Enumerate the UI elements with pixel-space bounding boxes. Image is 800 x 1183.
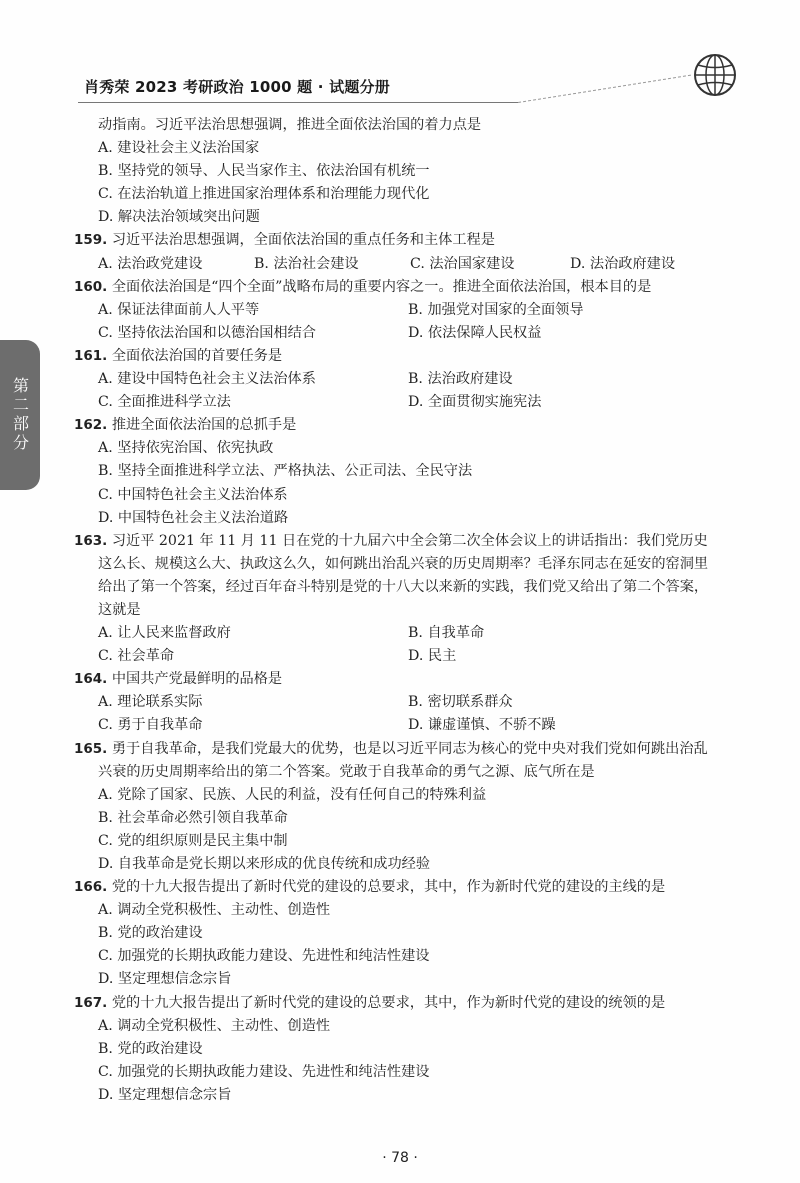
header-rule bbox=[78, 102, 518, 103]
options-grid bbox=[74, 622, 714, 668]
option: D. 自我革命是党长期以来形成的优良传统和成功经验 bbox=[98, 856, 431, 872]
question-number: 163. bbox=[74, 532, 108, 549]
option: B. 法治社会建设 bbox=[254, 255, 359, 272]
option: D. 谦虚谨慎、不骄不躁 bbox=[408, 717, 556, 734]
option: D. 坚定理想信念宗旨 bbox=[98, 971, 232, 988]
running-header: 肖秀荣 2023 考研政治 1000 题 · 试题分册 bbox=[84, 78, 390, 96]
question-number: 159. bbox=[74, 232, 108, 249]
option: B. 党的政治建设 bbox=[98, 1040, 203, 1057]
options-grid bbox=[74, 368, 714, 414]
question-160 bbox=[74, 276, 714, 299]
option: A. 党除了国家、民族、人民的利益，没有任何自己的特殊利益 bbox=[98, 786, 487, 803]
option: B. 坚持全面推进科学立法、严格执法、公正司法、全民守法 bbox=[98, 463, 473, 480]
option: C. 全面推进科学立法 bbox=[98, 394, 231, 411]
option: A. 理论联系实际 bbox=[98, 694, 203, 711]
question-163 bbox=[74, 530, 714, 622]
question-text: 习近平 2021 年 11 月 11 日在党的十九届六中全会第二次全体会议上的讲话指出：我们党历史这么长、规模这么大、执政这么久，如何跳出治乱兴衰的历史周期率？毛泽东同志在延安的窑洞里给出了第一个答案，经过百年奋斗特别是党的十八大以来新的实践，我们党又给出了第二个答案，这就是 bbox=[98, 532, 709, 618]
question-text: 推进全面依法治国的总抓手是 bbox=[111, 417, 297, 434]
option: A. 建设中国特色社会主义法治体系 bbox=[98, 371, 316, 388]
options-grid bbox=[74, 691, 714, 737]
question-164 bbox=[74, 668, 714, 691]
option: C. 在法治轨道上推进国家治理体系和治理能力现代化 bbox=[98, 186, 430, 203]
question-text: 全面依法治国的首要任务是 bbox=[111, 347, 283, 364]
option: B. 坚持党的领导、人民当家作主、依法治国有机统一 bbox=[98, 163, 430, 180]
question-165 bbox=[74, 738, 714, 784]
question-number: 162. bbox=[74, 417, 108, 434]
question-text: 党的十九大报告提出了新时代党的建设的总要求，其中，作为新时代党的建设的主线的是 bbox=[111, 879, 666, 896]
question-text: 习近平法治思想强调，全面依法治国的重点任务和主体工程是 bbox=[111, 232, 495, 249]
question-159 bbox=[74, 229, 714, 252]
option: B. 党的政治建设 bbox=[98, 925, 203, 942]
option: C. 法治国家建设 bbox=[410, 255, 515, 272]
globe-icon bbox=[690, 50, 740, 100]
option: B. 社会革命必然引领自我革命 bbox=[98, 809, 288, 826]
section-tab-label: 第二部分 bbox=[10, 377, 30, 453]
question-list bbox=[74, 114, 714, 1107]
question-number: 167. bbox=[74, 994, 108, 1011]
option: A. 调动全党积极性、主动性、创造性 bbox=[98, 1017, 331, 1034]
option: A. 调动全党积极性、主动性、创造性 bbox=[98, 902, 331, 919]
question-text: 全面依法治国是“四个全面”战略布局的重要内容之一。推进全面依法治国，根本目的是 bbox=[111, 278, 652, 295]
option: B. 密切联系群众 bbox=[408, 694, 513, 711]
option: B. 加强党对国家的全面领导 bbox=[408, 301, 584, 318]
option: A. 坚持依宪治国、依宪执政 bbox=[98, 440, 274, 457]
option: B. 法治政府建设 bbox=[408, 371, 513, 388]
question-number: 166. bbox=[74, 879, 108, 896]
option: B. 自我革命 bbox=[408, 625, 485, 642]
option: C. 勇于自我革命 bbox=[98, 717, 203, 734]
options-grid bbox=[74, 299, 714, 345]
option: D. 法治政府建设 bbox=[570, 255, 676, 272]
option: C. 中国特色社会主义法治体系 bbox=[98, 486, 288, 503]
continued-question-text: 动指南。习近平法治思想强调，推进全面依法治国的着力点是 bbox=[98, 117, 482, 133]
question-161 bbox=[74, 345, 714, 368]
options-row bbox=[74, 253, 714, 276]
question-166 bbox=[74, 876, 714, 899]
question-162 bbox=[74, 414, 714, 437]
option: C. 加强党的长期执政能力建设、先进性和纯洁性建设 bbox=[98, 1063, 430, 1080]
option: C. 党的组织原则是民主集中制 bbox=[98, 832, 288, 849]
question-number: 161. bbox=[74, 347, 108, 364]
option: C. 社会革命 bbox=[98, 648, 175, 665]
header-dashed-rule bbox=[518, 75, 691, 103]
option: C. 坚持依法治国和以德治国相结合 bbox=[98, 324, 316, 341]
question-167 bbox=[74, 992, 714, 1015]
option: A. 建设社会主义法治国家 bbox=[98, 140, 260, 157]
question-number: 160. bbox=[74, 278, 108, 295]
option: D. 全面贯彻实施宪法 bbox=[408, 394, 542, 411]
question-text: 党的十九大报告提出了新时代党的建设的总要求，其中，作为新时代党的建设的统领的是 bbox=[111, 994, 666, 1011]
section-tab bbox=[0, 340, 40, 490]
option: D. 解决法治领域突出问题 bbox=[98, 209, 260, 226]
page-number: · 78 · bbox=[382, 1150, 418, 1166]
question-number: 164. bbox=[74, 671, 108, 688]
question-text: 中国共产党最鲜明的品格是 bbox=[111, 671, 283, 688]
option: A. 让人民来监督政府 bbox=[98, 625, 231, 642]
option: D. 中国特色社会主义法治道路 bbox=[98, 509, 289, 526]
option: C. 加强党的长期执政能力建设、先进性和纯洁性建设 bbox=[98, 948, 430, 965]
option: D. 依法保障人民权益 bbox=[408, 324, 542, 341]
option: D. 坚定理想信念宗旨 bbox=[98, 1086, 232, 1103]
option: A. 法治政党建设 bbox=[98, 255, 203, 272]
option: D. 民主 bbox=[408, 648, 457, 665]
question-text: 勇于自我革命，是我们党最大的优势，也是以习近平同志为核心的党中央对我们党如何跳出治乱兴衰的历史周期率给出的第二个答案。党敢于自我革命的勇气之源、底气所在是 bbox=[98, 740, 708, 780]
question-number: 165. bbox=[74, 740, 108, 757]
option: A. 保证法律面前人人平等 bbox=[98, 301, 260, 318]
